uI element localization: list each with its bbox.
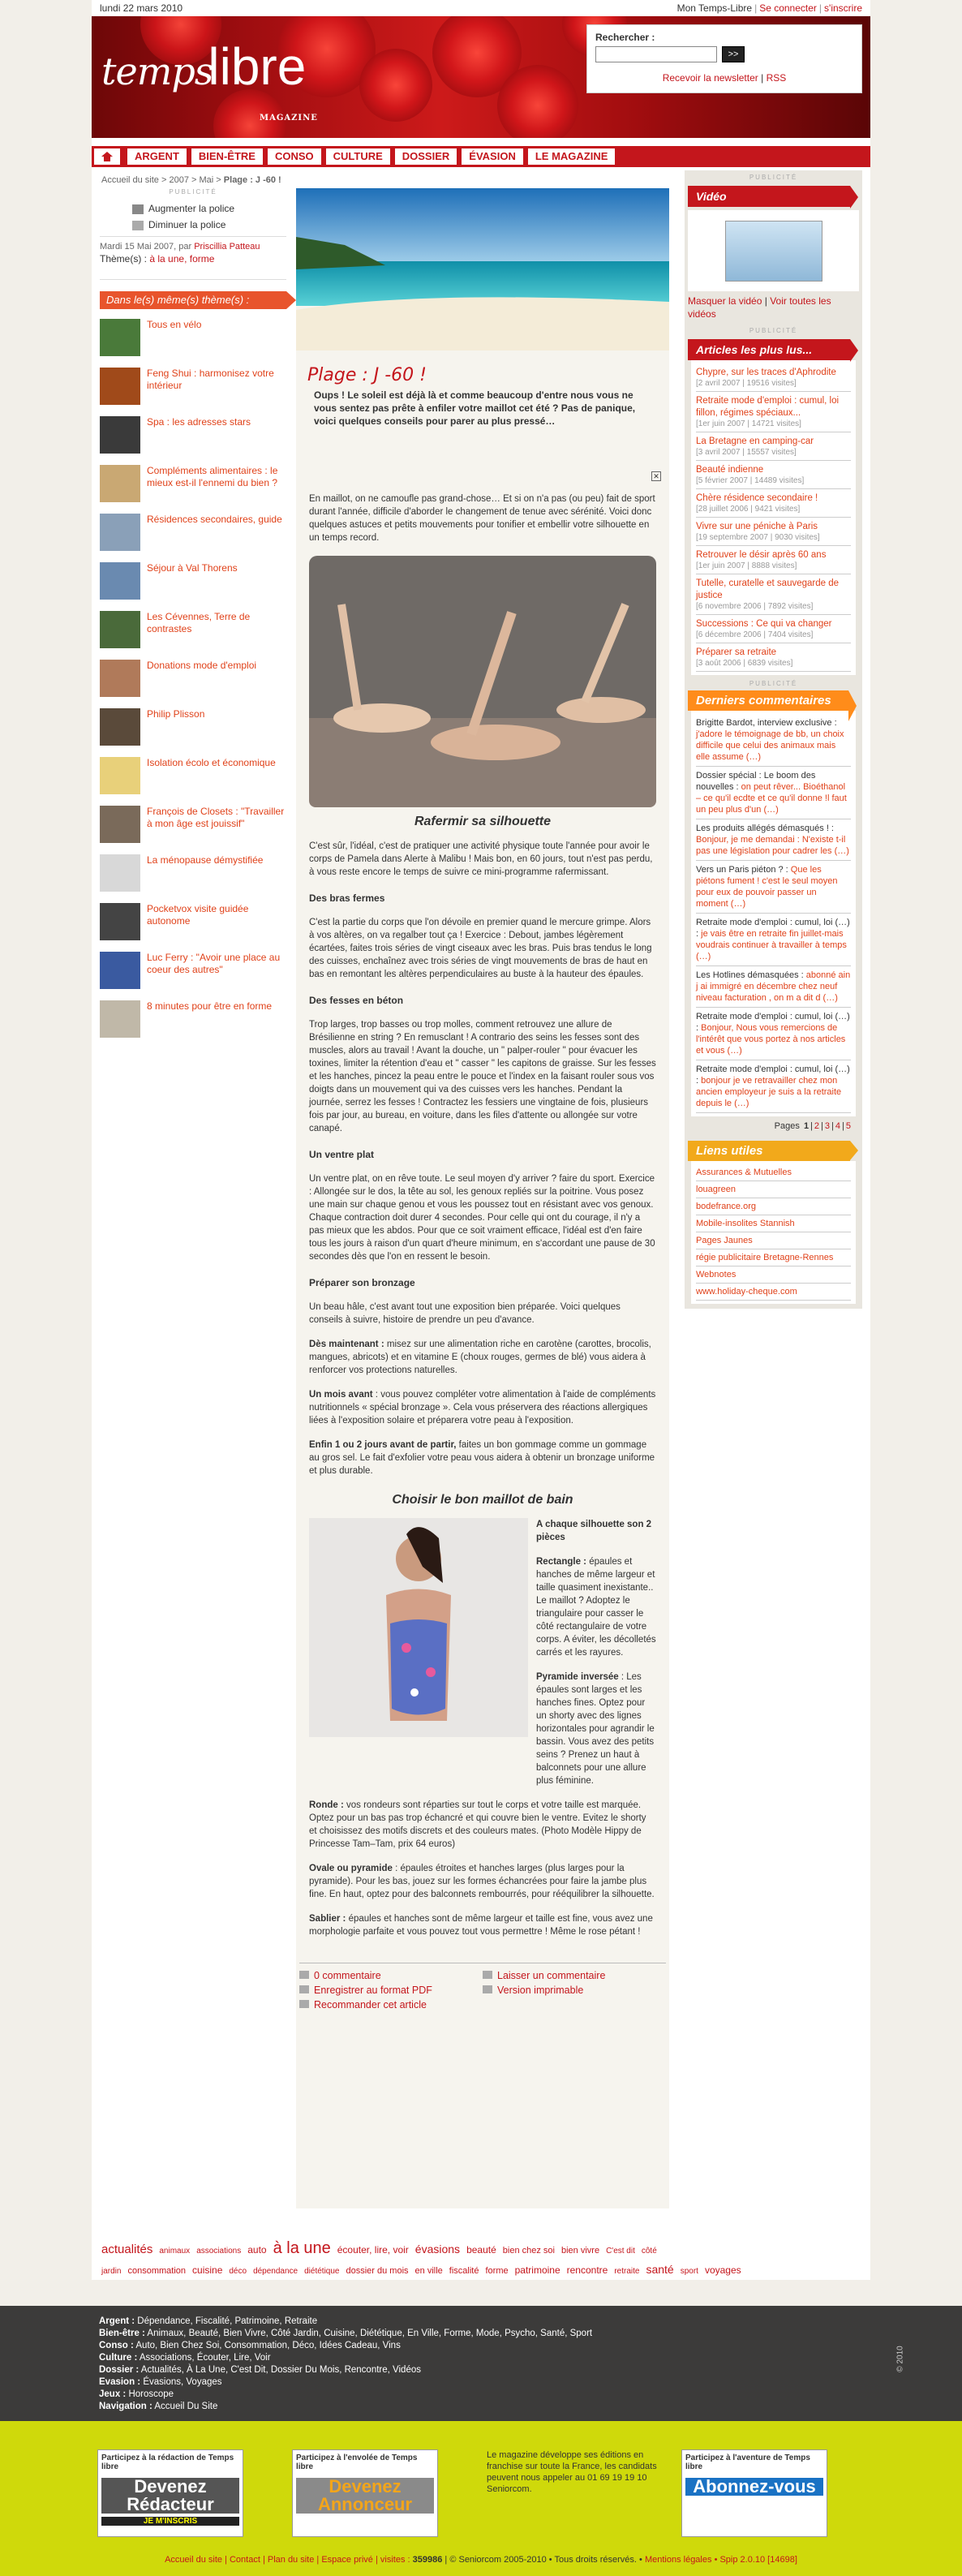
- para-sablier: Sablier : épaules et hanches sont de même largeur et taille est fine, vous avez une morphologie parfaite et vous pouvez tout vous permettre ! Même le rose pétant !: [309, 1914, 653, 1937]
- most-read-item: [696, 643, 851, 672]
- promo-annonceur[interactable]: Participez à l'envolée de Temps libre Devenez Annonceur: [292, 2449, 438, 2537]
- footer-subcategories[interactable]: Associations, Écouter, Lire, Voir: [137, 2353, 271, 2363]
- crumb-month[interactable]: Mai: [199, 175, 214, 185]
- tag-link[interactable]: évasions: [414, 2243, 461, 2256]
- para-bras: C'est la partie du corps que l'on dévoile en premier quand le mercure grimpe. Alors à vos altères, on va regalber tout ça ! Exercice : Debout, jambes légèrement écartées, faites trois séries de vingt ciseaux avec les bras. Puis bras tendus le long des cuisses, enchaînez avec trois séries de vingt mouvements de bras de haut en bas en remontant les altères perpendiculaires au buste à la hauteur des épaules.: [309, 918, 652, 979]
- tag-link[interactable]: écouter, lire, voir: [337, 2244, 409, 2256]
- comment-item[interactable]: [696, 966, 851, 1008]
- related-thumbnail[interactable]: [100, 708, 140, 746]
- most-read-item: [696, 574, 851, 615]
- related-link[interactable]: 8 minutes pour être en forme: [147, 1000, 273, 1012]
- comment-article: Les Hotlines démasquées :: [696, 970, 804, 980]
- comment-excerpt[interactable]: Que les piétons fument ! c'est le seul moyen pour eux de pouvoir passer un moment (…): [696, 865, 838, 909]
- footer-sitemap: [0, 2306, 962, 2421]
- promo-text: Le magazine développe ses éditions en franchise sur toute la France, les candidats peuvent nous appeler au 01 69 19 19 10 Seniorcom.: [487, 2450, 657, 2494]
- font-down-icon: [132, 221, 144, 230]
- footer-row: [99, 2389, 592, 2401]
- page-wrapper: [92, 0, 870, 2280]
- footer-subcategories[interactable]: Horoscope: [126, 2389, 174, 2399]
- useful-link[interactable]: bodefrance.org: [696, 1198, 851, 1215]
- comment-item[interactable]: [696, 819, 851, 861]
- comment-excerpt[interactable]: bonjour je ve retravailler chez mon ancien employeur je suis a la retraite depuis le (…): [696, 1076, 842, 1108]
- para-jours: Enfin 1 ou 2 jours avant de partir, faites un bon gommage comme un gommage au gros sel. Le fait d'exfolier votre peau vous aidera à obtenir un bronzage uniforme et plus durable.: [309, 1440, 655, 1476]
- video-heading: Vidéo: [688, 186, 850, 207]
- bottom-bar: [0, 2555, 962, 2565]
- useful-links-heading: Liens utiles: [688, 1141, 850, 1161]
- related-thumbnail[interactable]: [100, 514, 140, 551]
- footer-category[interactable]: Navigation :: [99, 2402, 152, 2411]
- comment-article: Retraite mode d'emploi : cumul, loi (…) :: [696, 1064, 850, 1086]
- most-read-meta: [3 avril 2007 | 15557 visites]: [696, 448, 797, 457]
- heading-ventre: Un ventre plat: [309, 1149, 375, 1160]
- most-read-link[interactable]: Tutelle, curatelle et sauvegarde de justice: [696, 578, 840, 600]
- current-date: lundi 22 mars 2010: [100, 2, 183, 14]
- footer-subcategories[interactable]: Animaux, Beauté, Bien Vivre, Côté Jardin, Cuisine, Diététique, En Ville, Forme, Mode, Psycho, Santé, Sport: [144, 2329, 593, 2338]
- tag-link[interactable]: voyages: [704, 2264, 741, 2276]
- print-link[interactable]: Version imprimable: [483, 1985, 666, 1996]
- related-thumbnail[interactable]: [100, 465, 140, 502]
- most-read-meta: [28 juillet 2006 | 9421 visites]: [696, 505, 801, 514]
- tag-link[interactable]: retraite: [614, 2267, 640, 2276]
- silhouette-heading: A chaque silhouette son 2 pièces: [536, 1520, 652, 1542]
- footer-row: [99, 2316, 592, 2328]
- increase-font-button[interactable]: Augmenter la police: [132, 200, 286, 217]
- comment-article: Dossier spécial : Le boom des nouvelles :: [696, 771, 816, 792]
- related-link[interactable]: Feng Shui : harmonisez votre intérieur: [147, 368, 274, 391]
- tag-link[interactable]: cuisine: [192, 2264, 223, 2276]
- tag-link[interactable]: dépendance: [253, 2267, 298, 2276]
- related-link[interactable]: Les Cévennes, Terre de contrastes: [147, 611, 251, 634]
- tag-link[interactable]: bien vivre: [560, 2246, 600, 2256]
- tag-link[interactable]: côté jardin: [101, 2247, 657, 2276]
- related-item[interactable]: [100, 806, 286, 845]
- tag-link[interactable]: forme: [485, 2266, 509, 2276]
- footer-category[interactable]: Evasion :: [99, 2377, 141, 2387]
- left-column: [100, 180, 286, 1039]
- promo-abonnement[interactable]: Participez à l'aventure de Temps libre Abonnez-vous: [681, 2449, 827, 2537]
- related-item[interactable]: [100, 1000, 286, 1039]
- pagination: Pages 1 | 2 | 3 | 4 | 5: [774, 1121, 851, 1131]
- caption-maillot: Choisir le bon maillot de bain: [392, 1493, 573, 1507]
- useful-link[interactable]: Mobile-insolites Stannish: [696, 1215, 851, 1232]
- site-logo[interactable]: tempslibre MAGAZINE: [101, 37, 318, 123]
- nav-evasion[interactable]: ÉVASION: [462, 148, 523, 165]
- related-item[interactable]: [100, 708, 286, 747]
- tag-link[interactable]: diététique: [304, 2267, 340, 2276]
- nav-bien-etre[interactable]: BIEN-ÊTRE: [191, 148, 263, 165]
- promo-band: [0, 2421, 962, 2576]
- para-maintenant: Dès maintenant : misez sur une alimentation riche en carotène (carottes, brocolis, mangues, abricots) et en vitamine E (choux rouges, germes de blé) vous aidera à renforcer vos protections naturelles.: [309, 1340, 651, 1375]
- crumb-year[interactable]: 2007: [169, 175, 189, 185]
- search-button[interactable]: >>: [722, 46, 745, 62]
- para-ventre: Un ventre plat, on en rêve toute. Le seul moyen d'y arriver ? faire du sport. Exercice : Allongée sur le dos, la tête au sol, les genoux repliés sur la poitrine. Vous posez une main sur chaque genou et vous les poussez tout en résistant avec vos genoux. Chaque contraction doit durer 4 secondes. Pour celle qui ont du courage, il n'y a pas mieux que les abdos. Pour que ce soit vraiment efficace, l'idéal est d'en faire tous les jours à raison d'un quart d'heure minimum, en s'accordant une pause de 30 secondes dès que l'on en ressent le besoin.: [309, 1174, 655, 1262]
- tag-link[interactable]: animaux: [159, 2247, 191, 2256]
- promo-redacteur[interactable]: Participez à la rédaction de Temps libre Devenez Rédacteur JE M'INSCRIS: [97, 2449, 243, 2537]
- tag-link[interactable]: bien chez soi: [502, 2246, 555, 2256]
- same-theme-heading: Dans le(s) même(s) thème(s) :: [100, 291, 286, 309]
- comment-count-link[interactable]: 0 commentaire: [299, 1970, 483, 1981]
- related-link[interactable]: La ménopause démystifiée: [147, 854, 264, 866]
- related-link[interactable]: Isolation écolo et économique: [147, 757, 276, 768]
- ad-label: PUBLICITÉ: [169, 188, 217, 196]
- page-link[interactable]: 4: [835, 1121, 841, 1131]
- related-link[interactable]: Pocketvox visite guidée autonome: [147, 903, 249, 927]
- most-read-link[interactable]: Chère résidence secondaire !: [696, 493, 818, 503]
- tag-link[interactable]: patrimoine: [514, 2264, 560, 2276]
- right-column: PUBLICITÉ Vidéo Masquer la vidéo | Voir toutes les vidéos PUBLICITÉ Articles les plus lus... Chypre, sur les traces d'Aphrodite [2 avril 2007 | 19516 visites] Retraite mode d'emploi : cumul, loi fillon, régimes spéciaux... [1er juin 2007 | 14721 visites] La Bretagne en camping-car [3 avril 2007 | 15557 visites] Beauté indienne [5 février 2007 | 14489 visites] Chère résidence secondaire ! [28 juillet 2006 | 9421 visites] Vivre sur une péniche à Paris [19 septembre 2007 | 9030 visites] Retrouver le désir après 60 ans [1er juin 2007 | 8888 visites] Tutelle, curatelle et sauvegarde de justice [6 novembre 2006 | 7892 visites] Successions : Ce qui va changer [6 décembre 2006 | 7404 visites] Préparer sa retraite [3 août 2006 | 6839 visites] PUBLICITÉ Derniers commentaires Brigitte Bardot, interview exclusive : j'adore le témoignage de bb, un choix difficile que celui des animaux mais elle assume (…) Dossier spécial : Le boom des nouvelles : on peut rêver... Bioéthanol – ce qu'il ecdte et ce qu'il donne !l faut un peu plus d'un (…) Les produits allégés démasqués ! : Bonjour, je me demandai : N'existe t-il pas une législation pour cadrer les (…) Vers un Paris piéton ? : Que les piétons fument ! c'est le seul moyen pour eux de pouvoir passer un moment (…) Retraite mode d'emploi : cumul, loi (…) : je vais être en retraite fin juillet-mais voudrais continuer à travailler à temps (…) Les Hotlines démasquées : abonné ain j ai immigré en décembre chez neuf niveau facturation , on m a dit d (…) Retraite mode d'emploi : cumul, loi (…) : Bonjour, Nous vous remercions de l'intérêt que vous portez à nos articles et vous (…) Retraite mode d'emploi : cumul, loi (…) : bonjour je ve retravailler chez mon ancien employeur je suis a la retraite depuis le (…) Pages 1 | 2 | 3 | 4 | 5 Liens utiles Assurances & Mutuelles louagreen bodefrance.org Mobile-insolites Stannish Pages Jaunes régie publicitaire Bretagne-Rennes Webnotes www.holiday-cheque.com: [685, 170, 862, 1309]
- ad-label-right-3: PUBLICITÉ: [749, 680, 798, 687]
- useful-link[interactable]: Pages Jaunes: [696, 1232, 851, 1249]
- breadcrumb: Accueil du site > 2007 > Mai > Plage : J -60 !: [101, 175, 281, 185]
- video-thumbnail[interactable]: [688, 210, 859, 291]
- tag-link[interactable]: rencontre: [566, 2264, 608, 2276]
- useful-link[interactable]: Webnotes: [696, 1266, 851, 1284]
- related-thumbnail[interactable]: [100, 952, 140, 989]
- search-box: Rechercher : >> Recevoir la newsletter | RSS: [586, 24, 862, 93]
- most-read-link[interactable]: Vivre sur une péniche à Paris: [696, 522, 818, 531]
- most-read-item: [696, 392, 851, 432]
- home-icon: [101, 151, 114, 162]
- footer-category[interactable]: Conso :: [99, 2341, 134, 2350]
- most-read-item: [696, 432, 851, 461]
- comment-item[interactable]: [696, 1060, 851, 1113]
- footer-row: [99, 2401, 592, 2413]
- useful-links-list: [691, 1161, 856, 1304]
- most-read-meta: [6 novembre 2006 | 7892 visites]: [696, 602, 814, 611]
- hide-video-link[interactable]: Masquer la vidéo: [688, 295, 762, 307]
- page-link[interactable]: 5: [845, 1121, 851, 1131]
- para-bronzage: Un beau hâle, c'est avant tout une exposition bien préparée. Voici quelques conseils à suivre, histoire de prendre un peu d'avance.: [309, 1302, 621, 1325]
- related-thumbnail[interactable]: [100, 416, 140, 454]
- leave-comment-link[interactable]: Laisser un commentaire: [483, 1970, 666, 1981]
- related-thumbnail[interactable]: [100, 806, 140, 843]
- related-item[interactable]: [100, 514, 286, 553]
- para-ovale: Ovale ou pyramide : épaules étroites et hanches larges (plus larges pour la pyramide). Pour les bas, jouez sur les formes échancrées pour faire la jambe plus fine. En haut, optez pour des balconnets rembourrés, pour rééquilibrer la silhouette.: [309, 1864, 655, 1899]
- related-item[interactable]: [100, 562, 286, 601]
- comment-item[interactable]: [696, 714, 851, 767]
- para-fesses: Trop larges, trop basses ou trop molles, comment retrouvez une allure de Brésilienne en string ? En remusclant ! A contrario des seins les fesses sont des muscles, alors au travail ! Avant la douche, un " palper-rouler " pour évacuer les toxines, limiter la rétention d'eau et " casser " les capitons de graisse. Sur les fesses et les hanches, pincez la peau entre le pouce et l'index en la faisant rouler sous vos doigts dans un mouvement qui va des cuisses vers les hanches. Pendant la journée, serrez les fesses ! Contractez les fessiers une vingtaine de fois, plusieurs fois par jour, au bureau, en voiture, dans les files d'attente ou allongée sur votre canapé.: [309, 1020, 656, 1133]
- tag-cloud: [92, 2239, 870, 2281]
- tag-link[interactable]: actualités: [101, 2243, 153, 2256]
- recommend-link[interactable]: Recommander cet article: [299, 1999, 483, 2010]
- crumb-current: Plage : J -60 !: [223, 175, 281, 185]
- most-read-meta: [6 décembre 2006 | 7404 visites]: [696, 630, 814, 639]
- home-button[interactable]: [92, 146, 122, 167]
- decrease-font-button[interactable]: Diminuer la police: [132, 217, 286, 233]
- useful-link[interactable]: www.holiday-cheque.com: [696, 1284, 851, 1301]
- useful-link[interactable]: régie publicitaire Bretagne-Rennes: [696, 1249, 851, 1266]
- most-read-link[interactable]: Chypre, sur les traces d'Aphrodite: [696, 368, 836, 377]
- main-nav: [92, 146, 870, 167]
- visit-count: 359986: [412, 2555, 443, 2565]
- tag-link[interactable]: beauté: [466, 2244, 496, 2256]
- most-read-item: [696, 461, 851, 489]
- comment-excerpt[interactable]: Bonjour, Nous vous remercions de l'intérêt que vous portez à nos articles et vous (…): [696, 1023, 846, 1056]
- comments-list: [691, 711, 856, 1116]
- yoga-photo: [309, 556, 656, 807]
- related-item[interactable]: [100, 465, 286, 504]
- most-read-link[interactable]: La Bretagne en camping-car: [696, 437, 814, 446]
- related-item[interactable]: [100, 854, 286, 893]
- most-read-item: [696, 546, 851, 574]
- most-read-link[interactable]: Beauté indienne: [696, 465, 764, 475]
- para-1: C'est sûr, l'idéal, c'est de pratiquer une activité physique toute l'année pour avoir le corps de Pamela dans Alerte à Malibu ! Mais bon, en 60 jours, tout n'est pas perdu, à vous reste encore le temps de suivre ce mini-programme rafermissant.: [309, 841, 653, 877]
- tag-link[interactable]: à la une: [273, 2239, 331, 2257]
- article: [296, 188, 669, 2208]
- comment-excerpt[interactable]: on peut rêver... Bioéthanol – ce qu'il ecdte et ce qu'il donne !l faut un peu plus d'un (…): [696, 782, 847, 815]
- related-item[interactable]: [100, 952, 286, 991]
- tag-link[interactable]: sport: [680, 2267, 698, 2276]
- comment-article: Vers un Paris piéton ? :: [696, 865, 788, 875]
- swimsuit-photo: [309, 1518, 528, 1737]
- newsletter-link[interactable]: Recevoir la newsletter: [662, 72, 758, 84]
- footer-row: [99, 2328, 592, 2340]
- related-item[interactable]: [100, 319, 286, 358]
- nav-le-magazine[interactable]: LE MAGAZINE: [528, 148, 616, 165]
- all-videos-link[interactable]: Voir toutes les vidéos: [688, 295, 831, 320]
- footer-subcategories[interactable]: Évasions, Voyages: [140, 2377, 222, 2387]
- tag-link[interactable]: consommation: [127, 2266, 187, 2276]
- most-read-meta: [1er juin 2007 | 14721 visites]: [696, 419, 801, 428]
- close-ad-icon[interactable]: ✕: [651, 471, 661, 481]
- tag-link[interactable]: santé: [646, 2263, 674, 2276]
- mail-icon: [299, 2000, 309, 2008]
- para-pyramide: Pyramide inversée : Les épaules sont larges et les hanches fines. Optez pour un shorty avec des lignes horizontales pour agrandir le bassin. Vous avez des petits seins ? Prenez un haut à balconnets pour une allure plus féminine.: [536, 1672, 655, 1786]
- related-link[interactable]: Donations mode d'emploi: [147, 660, 257, 671]
- comment-article: Les produits allégés démasqués ! :: [696, 824, 834, 833]
- search-input[interactable]: [595, 46, 717, 62]
- useful-link[interactable]: Assurances & Mutuelles: [696, 1164, 851, 1181]
- comment-item[interactable]: [696, 767, 851, 819]
- footer-category[interactable]: Argent :: [99, 2316, 135, 2326]
- nav-argent[interactable]: ARGENT: [127, 148, 187, 165]
- most-read-item: [696, 615, 851, 643]
- comment-excerpt[interactable]: Bonjour, je me demandai : N'existe t-il pas une législation pour cadrer les (…): [696, 835, 849, 856]
- legal-link[interactable]: Mentions légales: [644, 2555, 712, 2565]
- footer-row: [99, 2364, 592, 2376]
- footer-category[interactable]: Bien-être :: [99, 2329, 145, 2338]
- author-link[interactable]: Priscillia Patteau: [194, 242, 260, 252]
- useful-link[interactable]: louagreen: [696, 1181, 851, 1198]
- tag-link[interactable]: en ville: [414, 2266, 443, 2276]
- heading-bronzage: Préparer son bronzage: [309, 1277, 415, 1288]
- related-thumbnail[interactable]: [100, 319, 140, 356]
- comment-item[interactable]: [696, 861, 851, 914]
- related-item[interactable]: [100, 368, 286, 406]
- copyright: © 2010: [895, 2346, 905, 2372]
- site-label: Mon Temps-Libre: [676, 2, 753, 14]
- most-read-heading: Articles les plus lus...: [688, 339, 850, 360]
- nav-dossier[interactable]: DOSSIER: [395, 148, 457, 165]
- related-link[interactable]: Séjour à Val Thorens: [147, 562, 238, 574]
- article-actions: [299, 1963, 666, 2010]
- comments-heading: Derniers commentaires: [688, 690, 848, 711]
- article-intro: En maillot, on ne camoufle pas grand-chose… Et si on n'a pas (ou peu) fait de sport durant l'année, difficile d'aborder le changement de tenue avec sérénité. Voici donc quelques astuces et petits mouvements pour tonifier et embellir votre silhouette en un temps record.: [309, 494, 655, 543]
- para-ronde: Ronde : vos rondeurs sont réparties sur tout le corps et votre taille est marquée. Optez pour un bas pas trop échancré et qui couvre bien le ventre. Evitez le shorty et choisissez des motifs discrets et des couleurs mates. (Photo Modèle Hippy de Princesse Tam–Tam, prix 64 euros): [309, 1800, 646, 1849]
- related-thumbnail[interactable]: [100, 562, 140, 600]
- pdf-icon: [299, 1985, 309, 1993]
- footer-row: [99, 2340, 592, 2352]
- related-link[interactable]: Compléments alimentaires : le mieux est-il l'ennemi du bien ?: [147, 465, 278, 488]
- print-icon: [483, 1985, 492, 1993]
- crumb-home[interactable]: Accueil du site: [101, 175, 159, 185]
- related-link[interactable]: François de Closets : "Travailler à mon âge est jouissif": [147, 806, 285, 829]
- related-item[interactable]: [100, 611, 286, 650]
- search-label: Rechercher :: [595, 32, 655, 43]
- nav-culture[interactable]: CULTURE: [326, 148, 390, 165]
- theme-label: Thème(s) :: [100, 253, 148, 264]
- footer-subcategories[interactable]: Accueil Du Site: [152, 2402, 218, 2411]
- footer-subcategories[interactable]: Dépendance, Fiscalité, Patrimoine, Retraite: [135, 2316, 318, 2326]
- tag-link[interactable]: associations: [196, 2247, 242, 2256]
- rss-link[interactable]: RSS: [766, 72, 787, 84]
- nav-conso[interactable]: CONSO: [268, 148, 321, 165]
- page-link[interactable]: 3: [824, 1121, 831, 1131]
- related-link[interactable]: Philip Plisson: [147, 708, 205, 720]
- theme-link[interactable]: à la une, forme: [149, 253, 215, 264]
- most-read-list: [691, 360, 856, 675]
- tag-link[interactable]: C'est dit: [606, 2247, 635, 2256]
- related-thumbnail[interactable]: [100, 368, 140, 405]
- related-thumbnail[interactable]: [100, 757, 140, 794]
- most-read-item: [696, 518, 851, 546]
- related-thumbnail[interactable]: [100, 854, 140, 892]
- page-link[interactable]: 1: [803, 1121, 810, 1131]
- comment-excerpt[interactable]: je vais être en retraite fin juillet-mais voudrais continuer à travailler à temps (…): [696, 929, 847, 961]
- register-link[interactable]: s'inscrire: [824, 2, 862, 14]
- page-link[interactable]: 2: [814, 1121, 820, 1131]
- font-up-icon: [132, 204, 144, 214]
- footer-links[interactable]: Accueil du site | Contact | Plan du site | Espace privé | visites :: [165, 2555, 410, 2565]
- related-thumbnail[interactable]: [100, 903, 140, 940]
- article-title: Plage : J -60 !: [307, 365, 427, 385]
- related-item[interactable]: [100, 660, 286, 699]
- comment-article: Retraite mode d'emploi : cumul, loi (…) :: [696, 918, 850, 939]
- related-item[interactable]: [100, 416, 286, 455]
- footer-row: [99, 2376, 592, 2389]
- related-thumbnail[interactable]: [100, 611, 140, 648]
- most-read-meta: [1er juin 2007 | 8888 visites]: [696, 561, 797, 570]
- most-read-meta: [3 août 2006 | 6839 visites]: [696, 659, 793, 668]
- related-link[interactable]: Spa : les adresses stars: [147, 416, 251, 428]
- para-mois: Un mois avant : vous pouvez compléter votre alimentation à l'aide de compléments nutritionnels « spécial bronzage ». Cela vous préservera des réactions allergiques liées à l'exposition solaire et préparera votre peau à l'exposition.: [309, 1390, 656, 1426]
- header-banner: [92, 16, 870, 138]
- most-read-meta: [19 septembre 2007 | 9030 visites]: [696, 533, 820, 542]
- comment-add-icon: [483, 1971, 492, 1979]
- footer-category[interactable]: Culture :: [99, 2353, 138, 2363]
- tag-link[interactable]: déco: [229, 2267, 247, 2276]
- beach-photo: [296, 188, 669, 350]
- spip-link[interactable]: • Spip 2.0.10 [14698]: [714, 2555, 797, 2565]
- related-list: [100, 319, 286, 1039]
- comment-article: Retraite mode d'emploi : cumul, loi (…) :: [696, 1012, 850, 1033]
- caption-silhouette: Rafermir sa silhouette: [414, 815, 552, 828]
- heading-fesses: Des fesses en béton: [309, 995, 404, 1006]
- most-read-meta: [2 avril 2007 | 19516 visites]: [696, 379, 797, 388]
- top-bar: lundi 22 mars 2010 Mon Temps-Libre | Se connecter | s'inscrire: [92, 0, 870, 16]
- ad-label-right: PUBLICITÉ: [749, 174, 798, 181]
- most-read-link[interactable]: Préparer sa retraite: [696, 647, 777, 657]
- footer-category[interactable]: Jeux :: [99, 2389, 127, 2399]
- comment-article: Brigitte Bardot, interview exclusive :: [696, 718, 837, 728]
- comment-item[interactable]: [696, 914, 851, 966]
- comment-icon: [299, 1971, 309, 1979]
- pub-date: Mardi 15 Mai 2007, par: [100, 242, 192, 252]
- comment-item[interactable]: [696, 1008, 851, 1060]
- footer-subcategories[interactable]: Actualités, À La Une, C'est Dit, Dossier Du Mois, Rencontre, Vidéos: [139, 2365, 421, 2375]
- comment-excerpt[interactable]: abonné ain j ai immigré en décembre chez neuf niveau facturation , on m a dit d (…): [696, 970, 851, 1003]
- related-item[interactable]: [100, 757, 286, 796]
- article-lead: Oups ! Le soleil est déjà là et comme beaucoup d'entre nous vous ne vous sentez pas prête à enfiler votre maillot cet été ? Pas de panique, voici quelques conseils pour parer au plus pressé…: [314, 389, 636, 427]
- related-thumbnail[interactable]: [100, 660, 140, 697]
- login-link[interactable]: Se connecter: [759, 2, 817, 14]
- tag-link[interactable]: auto: [247, 2244, 267, 2256]
- related-link[interactable]: Tous en vélo: [147, 319, 202, 330]
- related-link[interactable]: Luc Ferry : "Avoir une place au coeur des autres": [147, 952, 281, 975]
- most-read-link[interactable]: Retrouver le désir après 60 ans: [696, 550, 827, 560]
- footer-category[interactable]: Dossier :: [99, 2365, 140, 2375]
- tag-link[interactable]: dossier du mois: [346, 2266, 409, 2276]
- related-thumbnail[interactable]: [100, 1000, 140, 1038]
- para-rectangle: Rectangle : épaules et hanches de même largeur et taille quasiment inexistante.. Le maillot ? Adoptez le triangulaire pour casser le côté rectangulaire de votre corps. A éviter, les décolletés carrés et les rayures.: [536, 1557, 656, 1658]
- footer-row: [99, 2352, 592, 2364]
- comment-excerpt[interactable]: j'adore le témoignage de bb, un choix difficile que celui des animaux mais elle assume (…): [696, 729, 844, 762]
- most-read-link[interactable]: Retraite mode d'emploi : cumul, loi fillon, régimes spéciaux...: [696, 396, 840, 418]
- save-pdf-link[interactable]: Enregistrer au format PDF: [299, 1985, 483, 1996]
- most-read-item: [696, 363, 851, 392]
- related-item[interactable]: [100, 903, 286, 942]
- most-read-meta: [5 février 2007 | 14489 visites]: [696, 476, 805, 485]
- footer-subcategories[interactable]: Auto, Bien Chez Soi, Consommation, Déco, Idées Cadeau, Vins: [133, 2341, 401, 2350]
- copyright-notice: | © Seniorcom 2005-2010 • Tous droits réservés. •: [444, 2555, 642, 2565]
- heading-bras: Des bras fermes: [309, 892, 385, 904]
- most-read-item: [696, 489, 851, 518]
- most-read-link[interactable]: Successions : Ce qui va changer: [696, 619, 832, 629]
- ad-label-right-2: PUBLICITÉ: [749, 327, 798, 334]
- related-link[interactable]: Résidences secondaires, guide: [147, 514, 282, 525]
- tag-link[interactable]: fiscalité: [449, 2266, 479, 2276]
